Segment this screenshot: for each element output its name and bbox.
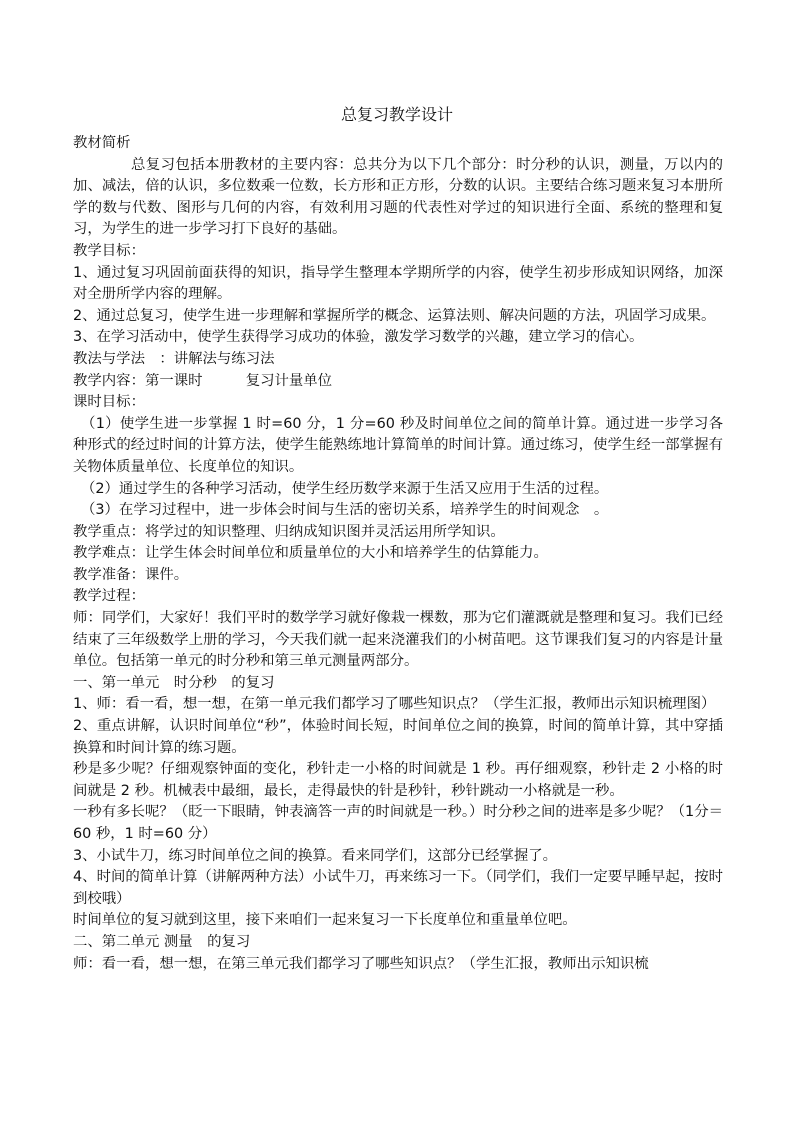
paragraph: 教法与学法 ：讲解法与练习法 xyxy=(73,350,275,367)
paragraph: 师：同学们，大家好！我们平时的数学学习就好像栽一棵数，那为它们灌溉就是整理和复习。我们已经结束了三年级数学上册的学习，今天我们就一起来浇灌我们的小树苗吧。这节课我们复习的内容是计量单位。包括第一单元的时分秒和第三单元测量两部分。 xyxy=(73,610,723,670)
section-heading: 一、第一单元 时分秒 的复习 xyxy=(73,674,275,691)
paragraph: 师：看一看，想一想，在第三单元我们都学习了哪些知识点？（学生汇报，教师出示知识梳 xyxy=(73,955,649,972)
paragraph: 1、通过复习巩固前面获得的知识，指导学生整理本学期所学的内容，使学生初步形成知识网络，加深对全册所学内容的理解。 xyxy=(73,264,723,303)
paragraph: 2、通过总复习，使学生进一步理解和掌握所学的概念、运算法则、解决问题的方法，巩固学习成果。 xyxy=(73,307,716,324)
paragraph: 2、重点讲解，认识时间单位“秒”，体验时间长短，时间单位之间的换算，时间的简单计算，其中穿插换算和时间计算的练习题。 xyxy=(73,718,723,756)
section-heading: 教学目标： xyxy=(73,242,145,259)
paragraph: 时间单位的复习就到这里，接下来咱们一起来复习一下长度单位和重量单位吧。 xyxy=(73,912,577,929)
paragraph: 教学难点：让学生体会时间单位和质量单位的大小和培养学生的估算能力。 xyxy=(73,545,548,562)
section-heading: 课时目标： xyxy=(73,394,145,411)
paragraph: 总复习包括本册教材的主要内容：总共分为以下几个部分：时分秒的认识，测量，万以内的加、减法，倍的认识，多位数乘一位数，长方形和正方形，分数的认识。主要结合练习题来复习本册所学的数与代数、图形与几何的内容，有效利用习题的代表性对学过的知识进行全面、系统的整理和复习，为学生的进一步学习打下良好的基础。 xyxy=(73,156,723,238)
section-heading: 教学过程： xyxy=(73,588,145,605)
section-heading: 教材简析 xyxy=(73,135,131,151)
paragraph: 教学内容：第一课时 复习计量单位 xyxy=(73,372,333,389)
paragraph: 1、师：看一看，想一想，在第一单元我们都学习了哪些知识点？（学生汇报，教师出示知识梳理图） xyxy=(73,696,716,713)
paragraph: 教学准备：课件。 xyxy=(73,566,189,583)
paragraph: 教学重点：将学过的知识整理、归纳成知识图并灵活运用所学知识。 xyxy=(73,523,505,540)
paragraph: （3）在学习过程中，进一步体会时间与生活的密切关系，培养学生的时间观念 。 xyxy=(81,502,609,519)
paragraph: （1）使学生进一步掌握 1 时=60 分，1 分=60 秒及时间单位之间的简单计算。通过进一步学习各种形式的经过时间的计算方法，使学生能熟练地计算简单的时间计算。通过练习，使学生经一部掌握有关物体质量单位、长度单位的知识。 xyxy=(73,415,723,475)
document-title: 总复习教学设计 xyxy=(340,105,453,124)
section-heading: 二、第二单元 测量 的复习 xyxy=(73,933,251,950)
paragraph: 4、时间的简单计算（讲解两种方法）小试牛刀，再来练习一下。（同学们，我们一定要早睡早起，按时到校哦） xyxy=(73,869,723,907)
paragraph: （2）通过学生的各种学习活动，使学生经历数学来源于生活又应用于生活的过程。 xyxy=(81,480,609,497)
paragraph: 3、小试牛刀，练习时间单位之间的换算。看来同学们，这部分已经掌握了。 xyxy=(73,847,558,864)
document-body xyxy=(73,133,723,975)
paragraph: 一秒有多长呢？（眨一下眼睛，钟表滴答一声的时间就是一秒。）时分秒之间的进率是多少呢？（1分＝60 秒，1 时=60 分） xyxy=(73,804,723,842)
paragraph: 秒是多少呢？仔细观察钟面的变化，秒针走一小格的时间就是 1 秒。再仔细观察，秒针走 2 小格的时间就是 2 秒。机械表中最细，最长，走得最快的针是秒针，秒针跳动一小格就是一秒。 xyxy=(73,761,723,799)
paragraph: 3、在学习活动中，使学生获得学习成功的体验，激发学习数学的兴趣，建立学习的信心。 xyxy=(73,329,644,346)
